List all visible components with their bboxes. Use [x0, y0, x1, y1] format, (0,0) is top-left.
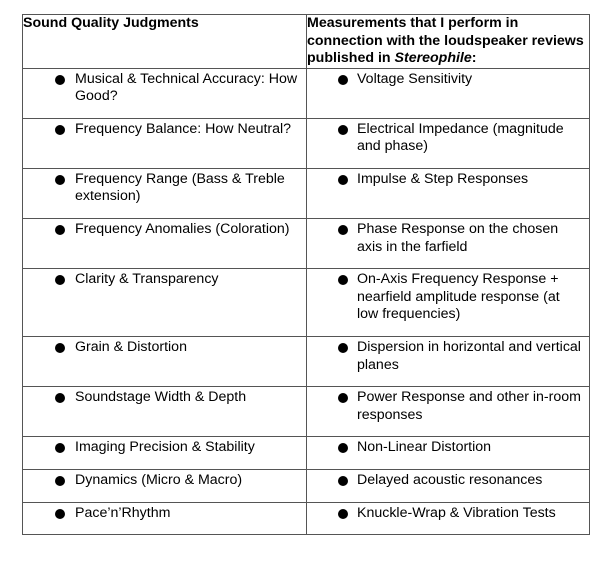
measurement-text: Phase Response on the chosen axis in the farfield: [357, 221, 559, 255]
sound-quality-cell: [23, 118, 307, 168]
table-row: [23, 219, 590, 269]
measurement-cell: [307, 437, 590, 470]
measurement-text: Power Response and other in-room responses: [357, 389, 581, 423]
bullet-icon: [338, 75, 348, 85]
judgment-text: Musical & Technical Accuracy: How Good?: [75, 70, 298, 105]
list-item: [23, 69, 306, 118]
measurement-cell: [307, 470, 590, 503]
table-row: [23, 269, 590, 337]
list-item: [307, 219, 589, 268]
sound-quality-cell: [23, 219, 307, 269]
judgment-text: Dynamics (Micro & Macro): [75, 472, 243, 488]
sound-quality-cell: [23, 502, 307, 535]
bullet-icon: [338, 275, 348, 285]
bullet-icon: [338, 393, 348, 403]
sound-quality-cell: [23, 437, 307, 470]
sound-quality-cell: [23, 387, 307, 437]
table-row: [23, 502, 590, 535]
bullet-icon: [55, 125, 65, 135]
list-item: [23, 337, 306, 369]
bullet-icon: [55, 476, 65, 486]
list-item: [23, 169, 306, 218]
judgment-text: Frequency Balance: How Neutral?: [75, 120, 292, 137]
judgment-text: Frequency Range (Bass & Treble extension): [75, 170, 285, 205]
bullet-icon: [55, 343, 65, 353]
header-sound-quality: [23, 15, 307, 69]
measurement-cell: [307, 168, 590, 218]
judgment-text: Frequency Anomalies (Coloration): [75, 221, 290, 238]
judgment-text: Pace’n’Rhythm: [75, 504, 171, 521]
header-measurements: [307, 15, 590, 69]
bullet-icon: [55, 393, 65, 403]
sound-quality-cell: [23, 68, 307, 118]
list-item: [307, 470, 589, 502]
list-item: [307, 387, 589, 436]
bullet-icon: [338, 443, 348, 453]
list-item: [307, 169, 589, 201]
list-item: [307, 337, 589, 386]
measurement-cell: [307, 219, 590, 269]
measurement-text: On-Axis Frequency Response + nearfield amplitude response (at low frequencies): [357, 271, 560, 323]
judgment-text: Grain & Distortion: [75, 339, 187, 356]
measurement-text: Non-Linear Distortion: [357, 439, 492, 456]
comparison-table: [22, 14, 590, 535]
sound-quality-cell: [23, 269, 307, 337]
bullet-icon: [338, 343, 348, 353]
header-right-emphasis: Stereophile: [394, 50, 472, 66]
measurement-cell: [307, 502, 590, 535]
judgment-text: Soundstage Width & Depth: [75, 389, 247, 406]
sound-quality-cell: [23, 337, 307, 387]
judgment-text: Imaging Precision & Stability: [75, 439, 255, 456]
measurement-text: Knuckle-Wrap & Vibration Tests: [357, 504, 556, 521]
bullet-icon: [55, 75, 65, 85]
list-item: [23, 119, 306, 151]
list-item: [23, 503, 306, 535]
header-right-suffix: :: [471, 50, 477, 66]
list-item: [307, 119, 589, 168]
list-item: [23, 437, 306, 469]
measurement-cell: [307, 269, 590, 337]
bullet-icon: [55, 175, 65, 185]
bullet-icon: [338, 476, 348, 486]
bullet-icon: [55, 509, 65, 519]
bullet-icon: [338, 225, 348, 235]
bullet-icon: [338, 175, 348, 185]
bullet-icon: [338, 125, 348, 135]
measurement-text: Electrical Impedance (magnitude and phase): [357, 120, 564, 155]
table-row: [23, 118, 590, 168]
bullet-icon: [55, 225, 65, 235]
table-row: [23, 68, 590, 118]
table-row: [23, 437, 590, 470]
table-row: [23, 387, 590, 437]
list-item: [307, 69, 589, 101]
list-item: [307, 437, 589, 469]
table-row: [23, 470, 590, 503]
table-row: [23, 337, 590, 387]
measurement-text: Dispersion in horizontal and vertical planes: [357, 339, 581, 373]
list-item: [307, 503, 589, 535]
table-header-row: [23, 15, 590, 69]
judgment-text: Clarity & Transparency: [75, 271, 219, 288]
measurement-text: Delayed acoustic resonances: [357, 472, 543, 488]
bullet-icon: [338, 509, 348, 519]
measurement-text: Voltage Sensitivity: [357, 70, 473, 87]
measurement-text: Impulse & Step Responses: [357, 170, 529, 187]
header-right-text: Measurements that I perform in connection with the loudspeaker reviews published in: [307, 15, 584, 66]
list-item: [23, 219, 306, 251]
measurement-cell: [307, 387, 590, 437]
measurement-cell: [307, 118, 590, 168]
table-row: [23, 168, 590, 218]
measurement-cell: [307, 337, 590, 387]
bullet-icon: [55, 275, 65, 285]
list-item: [307, 269, 589, 336]
header-left-text: Sound Quality Judgments: [23, 15, 199, 31]
sound-quality-cell: [23, 470, 307, 503]
measurement-cell: [307, 68, 590, 118]
list-item: [23, 269, 306, 301]
list-item: [23, 387, 306, 419]
bullet-icon: [55, 443, 65, 453]
list-item: [23, 470, 306, 502]
sound-quality-cell: [23, 168, 307, 218]
